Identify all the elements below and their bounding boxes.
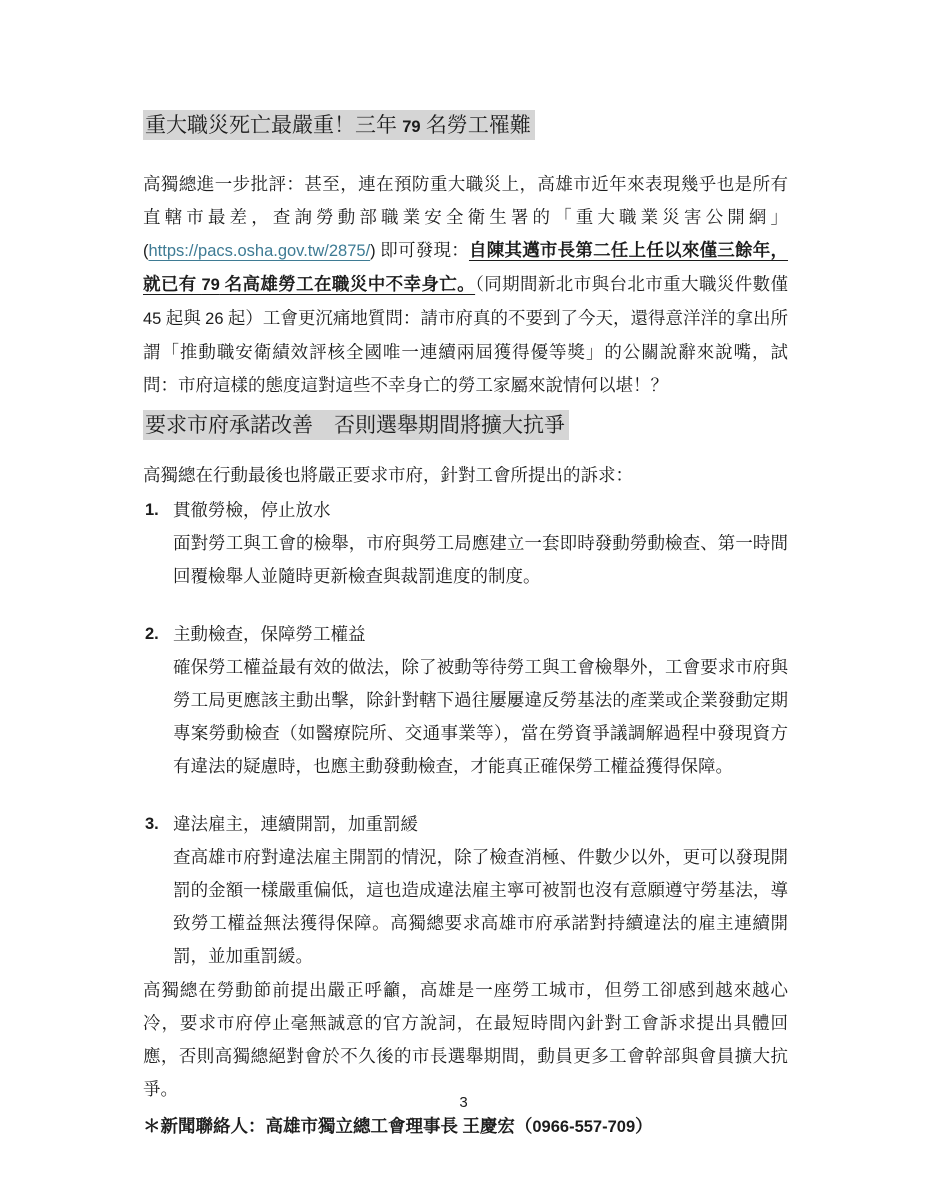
paragraph-closing: 高獨總在勞動節前提出嚴正呼籲，高雄是一座勞工城市，但勞工卻感到越來越心冷，要求市府停止毫無誠意的官方說詞，在最短時間內針對工會訴求提出具體回應，否則高獨總絕對會於不久後的市長選舉期間，動員更多工會幹部與會員擴大抗爭。 <box>143 980 788 1099</box>
demand-number: 1. <box>145 501 159 519</box>
demand-title: 主動檢查，保障勞工權益 <box>173 624 366 644</box>
text-segment: ( <box>143 242 149 260</box>
demand-body: 查高雄市府對違法雇主開罰的情況，除了檢查消極、件數少以外，更可以發現開罰的金額一樣嚴重偏低，這也造成違法雇主寧可被罰也沒有意願遵守勞基法，導致勞工權益無法獲得保障。高獨總要求高雄市府承諾對持續違法的雇主連續開罰，並加重罰緩。 <box>173 847 788 966</box>
demand-number: 2. <box>145 625 159 643</box>
paragraph-criticism <box>143 168 788 402</box>
section-heading-major-accidents <box>143 108 788 144</box>
demand-title: 違法雇主，連續開罰，加重罰緩 <box>173 814 418 834</box>
paragraph-demands-intro: 高獨總在行動最後也將嚴正要求市府，針對工會所提出的訴求： <box>143 465 633 485</box>
text-segment: 起）工會更沉痛地質問：請市府真的不要到了今天，還得意洋洋的拿出所謂「推動職安衛績效評核全國唯一連續兩屆獲得優等獎」的公關說辭來說嘴，試問：市府這樣的態度這對這些不幸身亡的勞工家屬來說情何以堪！？ <box>143 308 789 395</box>
text-segment: 79 <box>402 118 421 136</box>
demand-body: 確保勞工權益最有效的做法，除了被動等待勞工與工會檢舉外，工會要求市府與勞工局更應該主動出擊，除針對轄下過往屢屢違反勞基法的產業或企業發動定期專案勞動檢查（如醫療院所、交通事業等），當在勞資爭議調解過程中發現資方有違法的疑慮時，也應主動發動檢查，才能真正確保勞工權益獲得保障。 <box>173 657 788 776</box>
demands-list <box>143 494 788 973</box>
text-segment: ） <box>635 1116 653 1136</box>
demand-item-2 <box>143 618 788 783</box>
text-segment: 名高雄勞工在職災中不幸身亡。 <box>219 274 476 294</box>
text-segment: 重大職災死亡最嚴重！三年 <box>145 113 403 137</box>
text-segment: 26 <box>205 310 224 328</box>
text-segment: 名勞工罹難 <box>420 113 531 137</box>
text-segment: （同期間新北市與台北市重大職災件數僅 <box>475 274 789 294</box>
section-heading-major-accidents-wrap <box>143 108 788 144</box>
page-number: 3 <box>459 1094 468 1111</box>
section-heading-demands <box>143 408 788 442</box>
heading-highlight <box>143 110 535 140</box>
text-segment: 即可發現： <box>375 240 469 260</box>
text-segment: 0966-557-709 <box>532 1118 636 1136</box>
section-heading-demands-wrap <box>143 408 788 442</box>
text-segment: 起與 <box>161 308 206 328</box>
text-segment: 45 <box>143 310 162 328</box>
osha-link[interactable]: https://pacs.osha.gov.tw/2875/ <box>148 242 371 260</box>
text-segment: ＊新聞聯絡人：高雄市獨立總工會理事長 王慶宏（ <box>143 1116 533 1136</box>
text-segment: 自陳其邁市長第二任上任以來僅三餘年，就已有 <box>143 240 789 294</box>
text-segment: ) <box>370 242 376 260</box>
heading-highlight: 要求市府承諾改善 否則選舉期間將擴大抗爭 <box>143 410 569 440</box>
demand-body: 面對勞工與工會的檢舉，市府與勞工局應建立一套即時發動勞動檢查、第一時間回覆檢舉人並隨時更新檢查與裁罰進度的制度。 <box>173 533 788 586</box>
demand-item-3 <box>143 808 788 973</box>
text-segment: 79 <box>201 276 220 294</box>
demand-number: 3. <box>145 815 159 833</box>
text-segment: 高獨總進一步批評：甚至，連在預防重大職災上，高雄市近年來表現幾乎也是所有直轄市最差，查詢勞動部職業安全衛生署的「重大職業災害公開網」 <box>143 174 788 227</box>
demand-title: 貫徹勞檢，停止放水 <box>173 500 331 520</box>
demand-item-1 <box>143 494 788 593</box>
